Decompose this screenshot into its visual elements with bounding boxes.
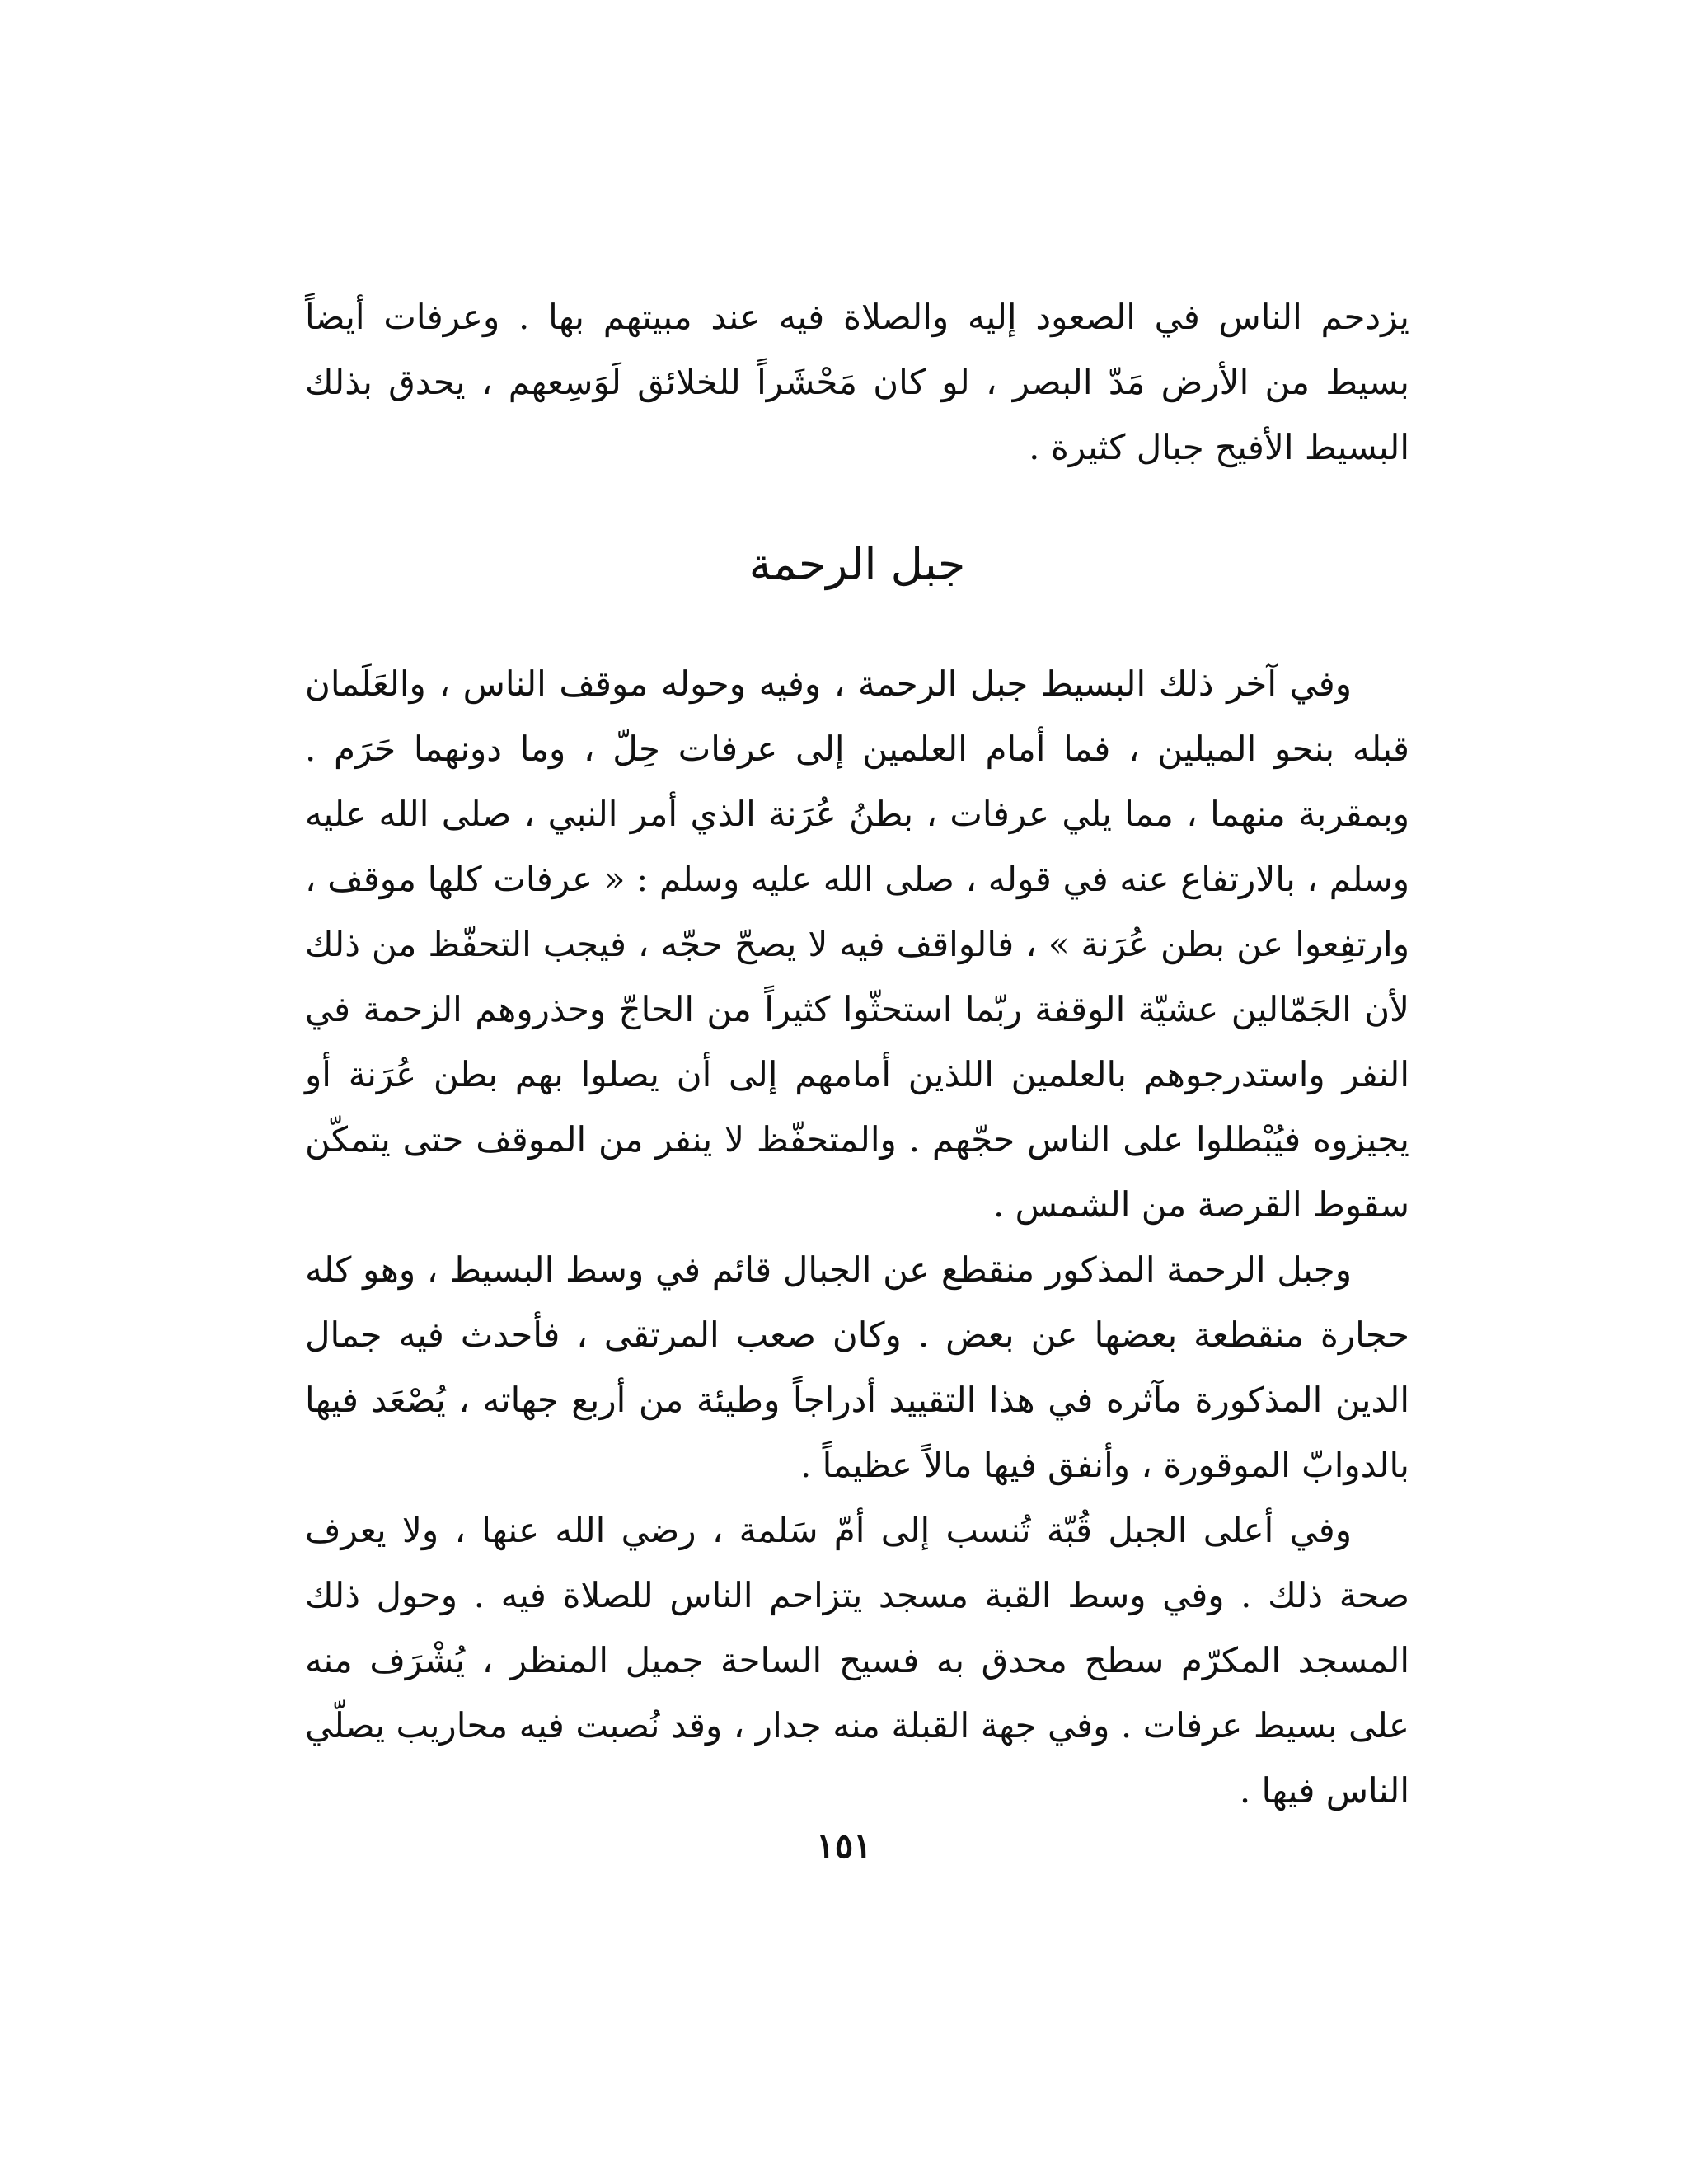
paragraph-3: وفي أعلى الجبل قُبّة تُنسب إلى أمّ سَلمة ، رضي الله عنها ، ولا يعرف صحة ذلك . وفي وسط القبة مسجد يتزاحم الناس للصلاة فيه . وحول ذلك المسجد المكرّم سطح محدق به فسيح الساحة جميل المنظر ، يُشْرَف منه على بسيط عرفات . وفي جهة القبلة منه جدار ، وقد نُصبت فيه محاريب يصلّي الناس فيها . [305,1510,1409,1811]
body-text [305,651,1409,1823]
paragraph-2: وجبل الرحمة المذكور منقطع عن الجبال قائم في وسط البسيط ، وهو كله حجارة منقطعة بعضها عن بعض . وكان صعب المرتقى ، فأحدث فيه جمال الدين المذكورة مآثره في هذا التقييد أدراجاً وطيئة من أربع جهاته ، يُصْعَد فيها بالدوابّ الموقورة ، وأنفق فيها مالاً عظيماً . [305,1249,1409,1485]
page-number: ١٥١ [816,1825,872,1866]
paragraph-1: وفي آخر ذلك البسيط جبل الرحمة ، وفيه وحوله موقف الناس ، والعَلَمان قبله بنحو الميلين ، فما أمام العلمين إلى عرفات حِلّ ، وما دونهما حَرَم . وبمقربة منهما ، مما يلي عرفات ، بطنُ عُرَنة الذي أمر النبي ، صلى الله عليه وسلم ، بالارتفاع عنه في قوله ، صلى الله عليه وسلم : « عرفات كلها موقف ، وارتفِعوا عن بطن عُرَنة » ، فالواقف فيه لا يصحّ حجّه ، فيجب التحفّظ من ذلك لأن الجَمّالين عشيّة الوقفة ربّما استحثّوا كثيراً من الحاجّ وحذروهم الزحمة في النفر واستدرجوهم بالعلمين اللذين أمامهم إلى أن يصلوا بهم بطن عُرَنة أو يجيزوه فيُبْطلوا على الناس حجّهم . والمتحفّظ لا ينفر من الموقف حتى يتمكّن سقوط القرصة من الشمس . [305,663,1409,1225]
intro-paragraph: يزدحم الناس في الصعود إليه والصلاة فيه عند مبيتهم بها . وعرفات أيضاً بسيط من الأرض مَدّ البصر ، لو كان مَحْشَراً للخلائق لَوَسِعهم ، يحدق بذلك البسيط الأفيح جبال كثيرة . [305,297,1409,467]
section-title: جبل الرحمة [748,538,966,590]
